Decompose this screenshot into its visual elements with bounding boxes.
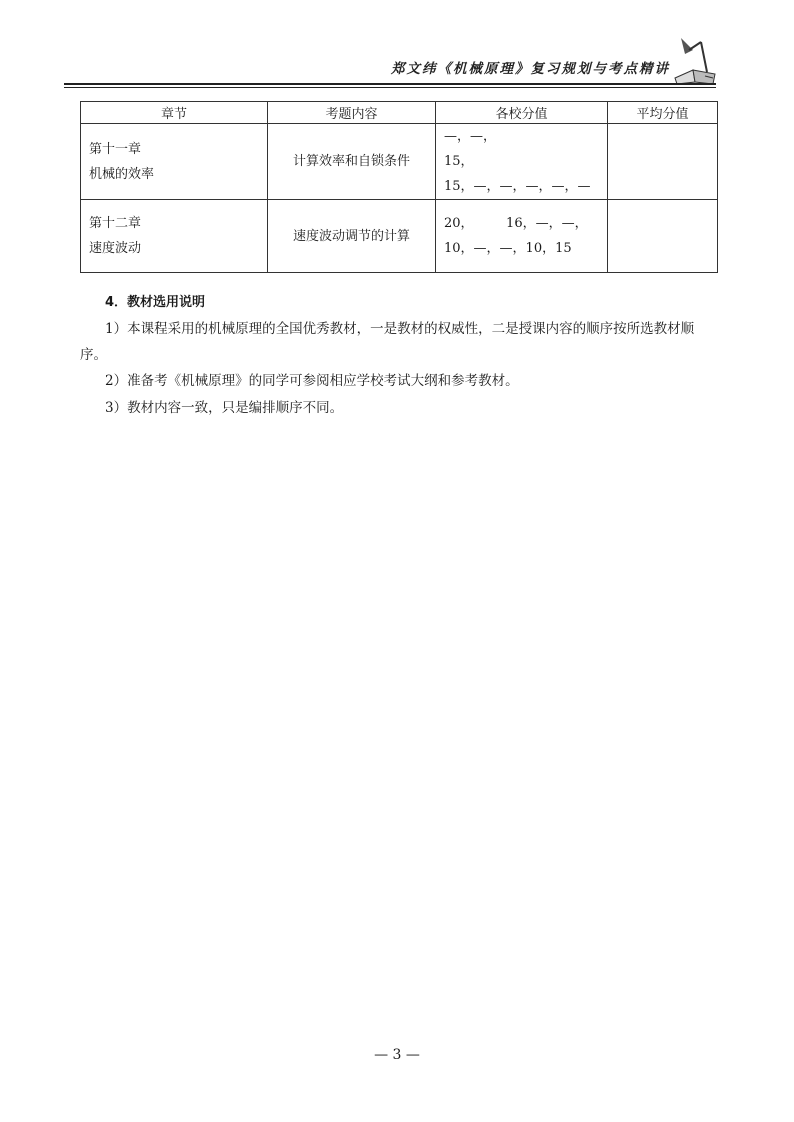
scores-cell bbox=[436, 124, 608, 200]
header-rule bbox=[64, 83, 716, 85]
column-header-content: 考题内容 bbox=[268, 102, 436, 124]
score-line: 15， bbox=[444, 154, 474, 169]
score-line: 15，—，—，—，—，— bbox=[444, 179, 591, 194]
table-row bbox=[81, 124, 718, 200]
paragraph: 2）准备考《机械原理》的同学可参阅相应学校考试大纲和参考教材。 bbox=[105, 373, 519, 389]
score-line: 20， 16，—，—， bbox=[444, 216, 588, 231]
exam-score-table bbox=[80, 101, 718, 273]
table-row bbox=[81, 200, 718, 273]
score-line: —，—， bbox=[444, 129, 497, 144]
chapter-number: 第十一章 bbox=[89, 141, 142, 157]
section-heading: 4．教材选用说明 bbox=[105, 295, 206, 310]
chapter-name: 机械的效率 bbox=[89, 166, 155, 182]
average-cell bbox=[608, 124, 718, 200]
table-header-row bbox=[81, 102, 718, 124]
average-cell bbox=[608, 200, 718, 273]
page-number: — 3 — bbox=[374, 1047, 420, 1063]
content-cell: 计算效率和自锁条件 bbox=[268, 124, 436, 200]
desk-lamp-book-icon bbox=[671, 34, 719, 84]
score-line: 10，—，—，10，15 bbox=[444, 241, 572, 256]
chapter-name: 速度波动 bbox=[89, 241, 142, 256]
content-cell: 速度波动调节的计算 bbox=[268, 200, 436, 273]
paragraph: 1）本课程采用的机械原理的全国优秀教材，一是教材的权威性，二是授课内容的顺序按所选教材顺序。 bbox=[80, 321, 695, 363]
chapter-cell bbox=[81, 200, 268, 273]
chapter-number: 第十二章 bbox=[89, 216, 142, 231]
chapter-cell bbox=[81, 124, 268, 200]
header-title: 郑文纬《机械原理》复习规划与考点精讲 bbox=[391, 61, 670, 77]
column-header-scores: 各校分值 bbox=[436, 102, 608, 124]
paragraph: 3）教材内容一致，只是编排顺序不同。 bbox=[105, 400, 344, 416]
header-rule-thin bbox=[64, 87, 716, 88]
column-header-chapter: 章节 bbox=[81, 102, 268, 124]
scores-cell bbox=[436, 200, 608, 273]
column-header-average: 平均分值 bbox=[608, 102, 718, 124]
